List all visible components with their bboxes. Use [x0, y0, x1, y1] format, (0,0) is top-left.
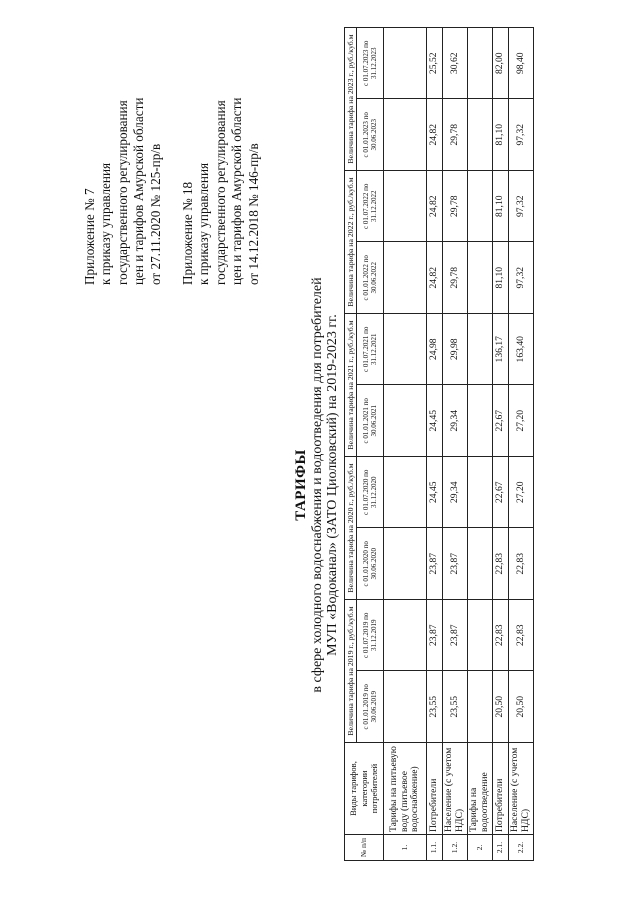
row-value: 81,10 — [493, 171, 509, 243]
header-period: с 01.07.2021 по 31.12.2021 — [357, 314, 384, 386]
header-year-2019: Величина тарифа на 2019 г., руб./куб.м — [345, 600, 357, 743]
table-row — [493, 28, 509, 861]
row-value: 29,78 — [443, 99, 468, 171]
row-value: 20,50 — [509, 671, 534, 743]
table-header — [345, 28, 384, 861]
table-body — [384, 28, 534, 861]
title-main: ТАРИФЫ — [293, 449, 309, 521]
row-value: 23,55 — [443, 671, 468, 743]
row-value: 24,45 — [427, 457, 443, 529]
row-value — [384, 28, 427, 100]
row-value — [384, 385, 427, 457]
row-value: 24,82 — [427, 171, 443, 243]
row-value: 22,83 — [493, 528, 509, 600]
table-row — [443, 28, 468, 861]
row-value — [384, 314, 427, 386]
header-period: с 01.01.2022 по 30.06.2022 — [357, 242, 384, 314]
annex-7-header — [82, 5, 164, 285]
row-value — [384, 99, 427, 171]
annex-7-line-5: от 27.11.2020 № 125-пр/в — [147, 143, 163, 285]
row-value: 24,82 — [427, 99, 443, 171]
row-num: 2.2. — [509, 835, 534, 861]
row-value: 136,17 — [493, 314, 509, 386]
row-value — [468, 528, 493, 600]
row-value: 24,98 — [427, 314, 443, 386]
table-row — [427, 28, 443, 861]
annex-7-line-2: к приказу управления — [98, 162, 114, 285]
row-value — [468, 671, 493, 743]
header-year-2021: Величина тарифа на 2021 г., руб./куб.м — [345, 314, 357, 457]
row-num: 1. — [384, 835, 427, 861]
row-value: 82,00 — [493, 28, 509, 100]
row-value: 23,87 — [443, 528, 468, 600]
row-name: Потребители — [493, 743, 509, 835]
header-row-periods — [357, 28, 384, 861]
row-name: Население (с учетом НДС) — [443, 743, 468, 835]
annex-7-line-4: цен и тарифов Амурской области — [131, 97, 147, 285]
annex-18-line-5: от 14.12.2018 № 146-пр/в — [245, 143, 261, 285]
annex-7-line-1: Приложение № 7 — [82, 188, 97, 285]
row-value — [468, 385, 493, 457]
annex-18-line-4: цен и тарифов Амурской области — [229, 97, 245, 285]
document-title — [292, 105, 340, 865]
row-num: 1.2. — [443, 835, 468, 861]
row-value: 24,45 — [427, 385, 443, 457]
tariff-table — [344, 27, 534, 861]
row-value: 23,87 — [427, 600, 443, 672]
annex-18-line-3: государственного регулирования — [212, 100, 228, 285]
row-value: 163,40 — [509, 314, 534, 386]
row-value — [468, 457, 493, 529]
header-period: с 01.01.2023 по 30.06.2023 — [357, 99, 384, 171]
row-name: Население (с учетом НДС) — [509, 743, 534, 835]
row-value: 22,83 — [509, 528, 534, 600]
row-num: 2.1. — [493, 835, 509, 861]
row-value: 23,87 — [427, 528, 443, 600]
row-value: 29,98 — [443, 314, 468, 386]
header-period: с 01.07.2023 по 31.12.2023 — [357, 28, 384, 100]
table-row — [384, 28, 427, 861]
row-name: Тарифы на питьевую воду (питьевое водоснабжение) — [384, 743, 427, 835]
row-value: 29,78 — [443, 171, 468, 243]
row-value: 29,34 — [443, 385, 468, 457]
row-value — [384, 600, 427, 672]
row-value: 97,32 — [509, 99, 534, 171]
row-value — [468, 600, 493, 672]
header-period: с 01.01.2021 по 30.06.2021 — [357, 385, 384, 457]
header-period: с 01.01.2019 по 30.06.2019 — [357, 671, 384, 743]
row-num: 2. — [468, 835, 493, 861]
row-value — [384, 528, 427, 600]
row-value: 30,62 — [443, 28, 468, 100]
annex-18-line-2: к приказу управления — [196, 162, 212, 285]
row-value — [468, 99, 493, 171]
header-num: № п/п — [345, 835, 384, 861]
annex-7-line-3: государственного регулирования — [114, 100, 130, 285]
row-value: 97,32 — [509, 242, 534, 314]
header-year-2023: Величина тарифа на 2023 г., руб./куб.м — [345, 28, 357, 171]
row-value: 20,50 — [493, 671, 509, 743]
row-value: 22,83 — [509, 600, 534, 672]
row-value: 98,40 — [509, 28, 534, 100]
row-value — [468, 28, 493, 100]
header-period: с 01.01.2020 по 30.06.2020 — [357, 528, 384, 600]
table-row — [509, 28, 534, 861]
row-value — [468, 242, 493, 314]
row-value: 24,82 — [427, 242, 443, 314]
row-name: Потребители — [427, 743, 443, 835]
table-row — [468, 28, 493, 861]
row-value: 29,78 — [443, 242, 468, 314]
header-row-years — [345, 28, 357, 861]
row-value: 23,87 — [443, 600, 468, 672]
row-value: 81,10 — [493, 242, 509, 314]
annex-18-line-1: Приложение № 18 — [180, 181, 195, 285]
annex-18-header — [180, 5, 262, 285]
row-value: 27,20 — [509, 385, 534, 457]
row-value: 22,83 — [493, 600, 509, 672]
row-value — [384, 242, 427, 314]
row-value — [384, 457, 427, 529]
row-value: 97,32 — [509, 171, 534, 243]
row-value: 25,52 — [427, 28, 443, 100]
header-year-2020: Величина тарифа на 2020 г., руб./куб.м — [345, 457, 357, 600]
title-line-2: в сфере холодного водоснабжения и водоотведения для потребителей — [310, 277, 325, 693]
row-value — [384, 671, 427, 743]
header-year-2022: Величина тарифа на 2022 г., руб./куб.м — [345, 171, 357, 314]
header-name: Виды тарифов, категории потребителей — [345, 743, 384, 835]
header-period: с 01.07.2022 по 31.12.2022 — [357, 171, 384, 243]
row-name: Тарифы на водоотведение — [468, 743, 493, 835]
row-value — [384, 171, 427, 243]
header-period: с 01.07.2019 по 31.12.2019 — [357, 600, 384, 672]
header-period: с 01.07.2020 по 31.12.2020 — [357, 457, 384, 529]
row-value — [468, 171, 493, 243]
title-line-3: МУП «Водоканал» (ЗАТО Циолковский) на 2019-2023 гг. — [325, 314, 340, 656]
row-value: 22,67 — [493, 385, 509, 457]
row-value: 22,67 — [493, 457, 509, 529]
row-value: 23,55 — [427, 671, 443, 743]
row-value: 27,20 — [509, 457, 534, 529]
row-value: 81,10 — [493, 99, 509, 171]
row-value: 29,34 — [443, 457, 468, 529]
row-num: 1.1. — [427, 835, 443, 861]
row-value — [468, 314, 493, 386]
